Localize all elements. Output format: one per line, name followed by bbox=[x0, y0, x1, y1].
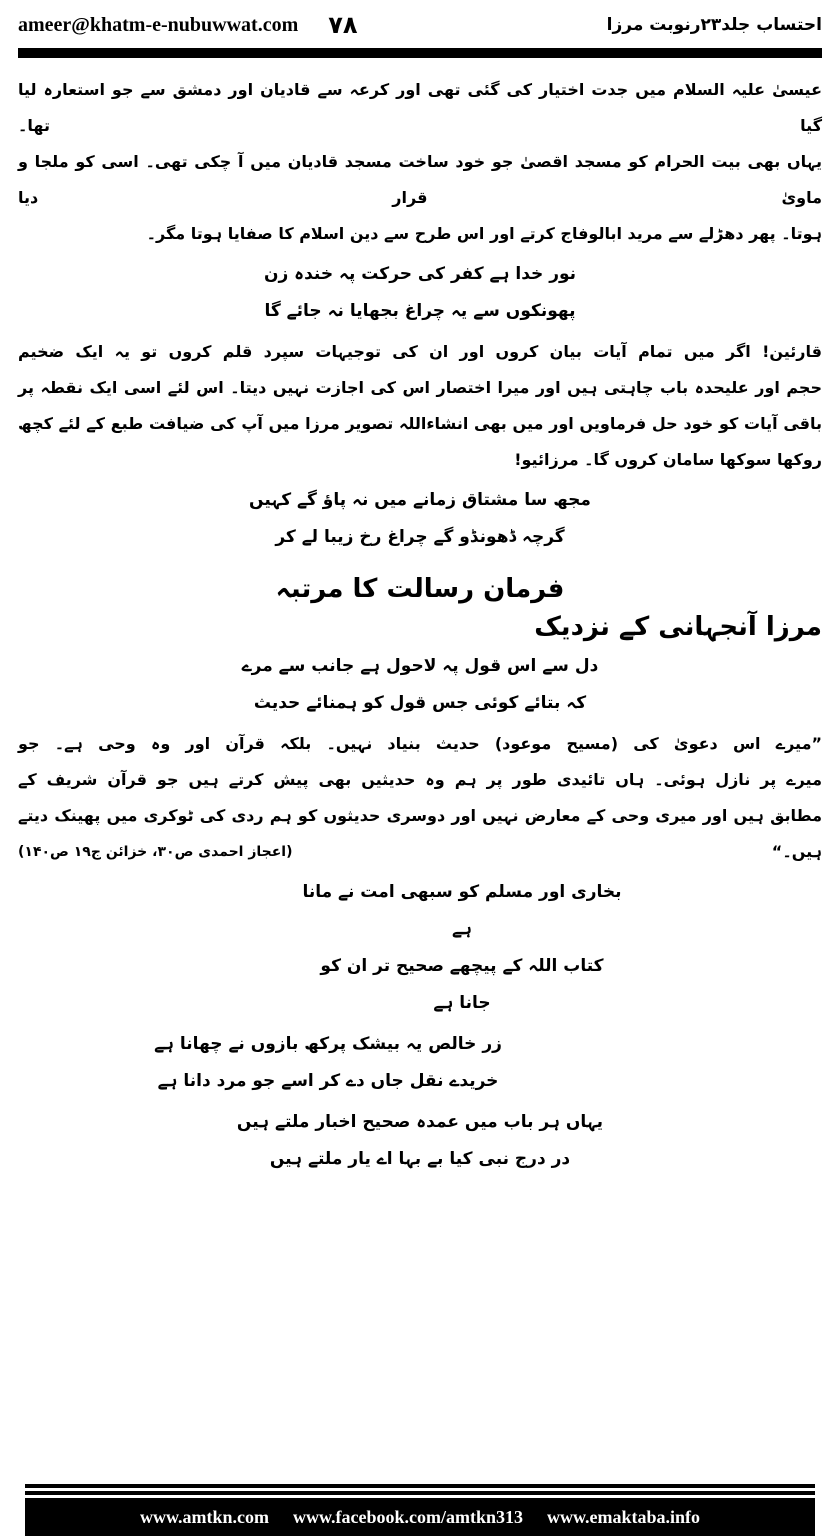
verse bbox=[302, 874, 622, 1022]
quote-line: میرے پر نازل ہوئی۔ ہاں تائیدی طور پر ہم وہ حدیثیں بھی پیش کرتے ہیں جو قرآن شریف کے bbox=[18, 770, 822, 789]
verse bbox=[210, 1104, 630, 1178]
section-subheading: مرزا آنجہانی کے نزدیک bbox=[534, 612, 822, 642]
citation: (اعجاز احمدی ص۳۰، خزائن ج۱۹ ص۱۴۰) bbox=[18, 844, 293, 860]
footer-rule bbox=[25, 1491, 815, 1495]
footer-rule bbox=[25, 1484, 815, 1488]
verse-line: کہ بتائے کوئی جس قول کو ہمنائے حدیث bbox=[253, 693, 587, 713]
page-body bbox=[18, 72, 822, 1484]
verse-line: کتاب اللہ کے پیچھے صحیح تر ان کو جانا ہے bbox=[320, 956, 604, 1013]
paragraph bbox=[18, 334, 822, 478]
book-title: احتساب جلد۲۳رنوبت مرزا bbox=[606, 15, 822, 35]
paragraph-line: یہاں بھی بیت الحرام کو مسجد اقصیٰ جو خود ساخت مسجد قادیان میں آ چکی تھی۔ اسی کو ملجا و ماویٰ قرار دیا bbox=[18, 152, 822, 207]
verse-line: نور خدا ہے کفر کی حرکت پہ خندہ زن bbox=[263, 264, 577, 284]
paragraph-line: عیسیٰ علیہ السلام میں جدت اختیار کی گئی تھی اور کرعہ سے قادیان اور دمشق سے جو استعارہ لیا گیا تھا۔ bbox=[18, 80, 822, 135]
verse-line: گرچہ ڈھونڈو گے چراغ رخ زیبا لے کر bbox=[275, 527, 565, 547]
quote-line: ”میرے اس دعویٰ کی (مسیح موعود) حدیث بنیاد نہیں۔ بلکہ قرآن اور وہ وحی ہے۔ جو bbox=[18, 734, 822, 753]
section-heading: فرمان رسالت کا مرتبہ bbox=[275, 574, 565, 604]
verse-line: پھونکوں سے یہ چراغ بجھایا نہ جائے گا bbox=[264, 301, 576, 321]
verse-line: بخاری اور مسلم کو سبھی امت نے مانا ہے bbox=[302, 882, 622, 939]
paragraph-line: باقی آیات کو خود حل فرماویں اور میں بھی انشاءاللہ تصویر مرزا میں آپ کی ضیافت طبع کے لئے کچھ bbox=[18, 414, 822, 433]
header-rule bbox=[18, 48, 822, 58]
verse-line: زر خالص یہ بیشک پرکھ بازوں نے چھانا ہے bbox=[154, 1034, 502, 1054]
page-footer bbox=[18, 1484, 822, 1536]
verse-line: دل سے اس قول پہ لاحول ہے جانب سے مرے bbox=[241, 656, 599, 676]
footer-link-facebook[interactable]: www.facebook.com/amtkn313 bbox=[292, 1506, 523, 1527]
paragraph-line: قارئین! اگر میں تمام آیات بیان کروں اور ان کی توجیہات سپرد قلم کروں تو یہ ایک ضخیم bbox=[18, 342, 822, 361]
verse bbox=[210, 256, 630, 330]
paragraph-line: ہوتا۔ پھر دھڑلے سے مرید ابالوفاج کرتے اور اس طرح سے دین اسلام کا صفایا ہوتا مگر۔ bbox=[146, 224, 822, 243]
header-email: ameer@khatm-e-nubuwwat.com bbox=[18, 13, 299, 36]
verse bbox=[210, 482, 630, 556]
quote-block bbox=[18, 726, 822, 834]
verse bbox=[210, 648, 630, 722]
verse bbox=[118, 1026, 538, 1100]
footer-link-emaktaba[interactable]: www.emaktaba.info bbox=[546, 1506, 700, 1527]
paragraph-line: روکھا سوکھا سامان کروں گا۔ مرزائیو! bbox=[514, 450, 822, 469]
quote-line: مطابق ہیں اور میری وحی کے معارض نہیں اور دوسری حدیثوں کو ہم ردی کی ٹوکری میں پھینک دیتے bbox=[18, 806, 822, 825]
page-header bbox=[18, 0, 822, 42]
quote-end-row bbox=[18, 834, 822, 870]
paragraph bbox=[18, 72, 822, 252]
footer-link-amtkn[interactable]: www.amtkn.com bbox=[139, 1506, 269, 1527]
paragraph-line: حجم اور علیحدہ باب چاہتی ہیں اور میرا اختصار اس کی اجازت نہیں دیتا۔ اس لئے اسی ایک نقطہ پر bbox=[18, 378, 822, 397]
quote-line: ہیں۔“ bbox=[771, 842, 822, 861]
verse-line: خریدے نقل جاں دے کر اسے جو مرد دانا ہے bbox=[157, 1071, 499, 1091]
page-number: ۷۸ bbox=[328, 11, 358, 39]
verse-line: یہاں ہر باب میں عمدہ صحیح اخبار ملتے ہیں bbox=[236, 1112, 604, 1132]
verse-line: در درج نبی کیا بے بہا اے یار ملتے ہیں bbox=[269, 1149, 571, 1169]
verse-line: مجھ سا مشتاق زمانے میں نہ پاؤ گے کہیں bbox=[249, 490, 591, 510]
footer-bar bbox=[25, 1498, 815, 1536]
